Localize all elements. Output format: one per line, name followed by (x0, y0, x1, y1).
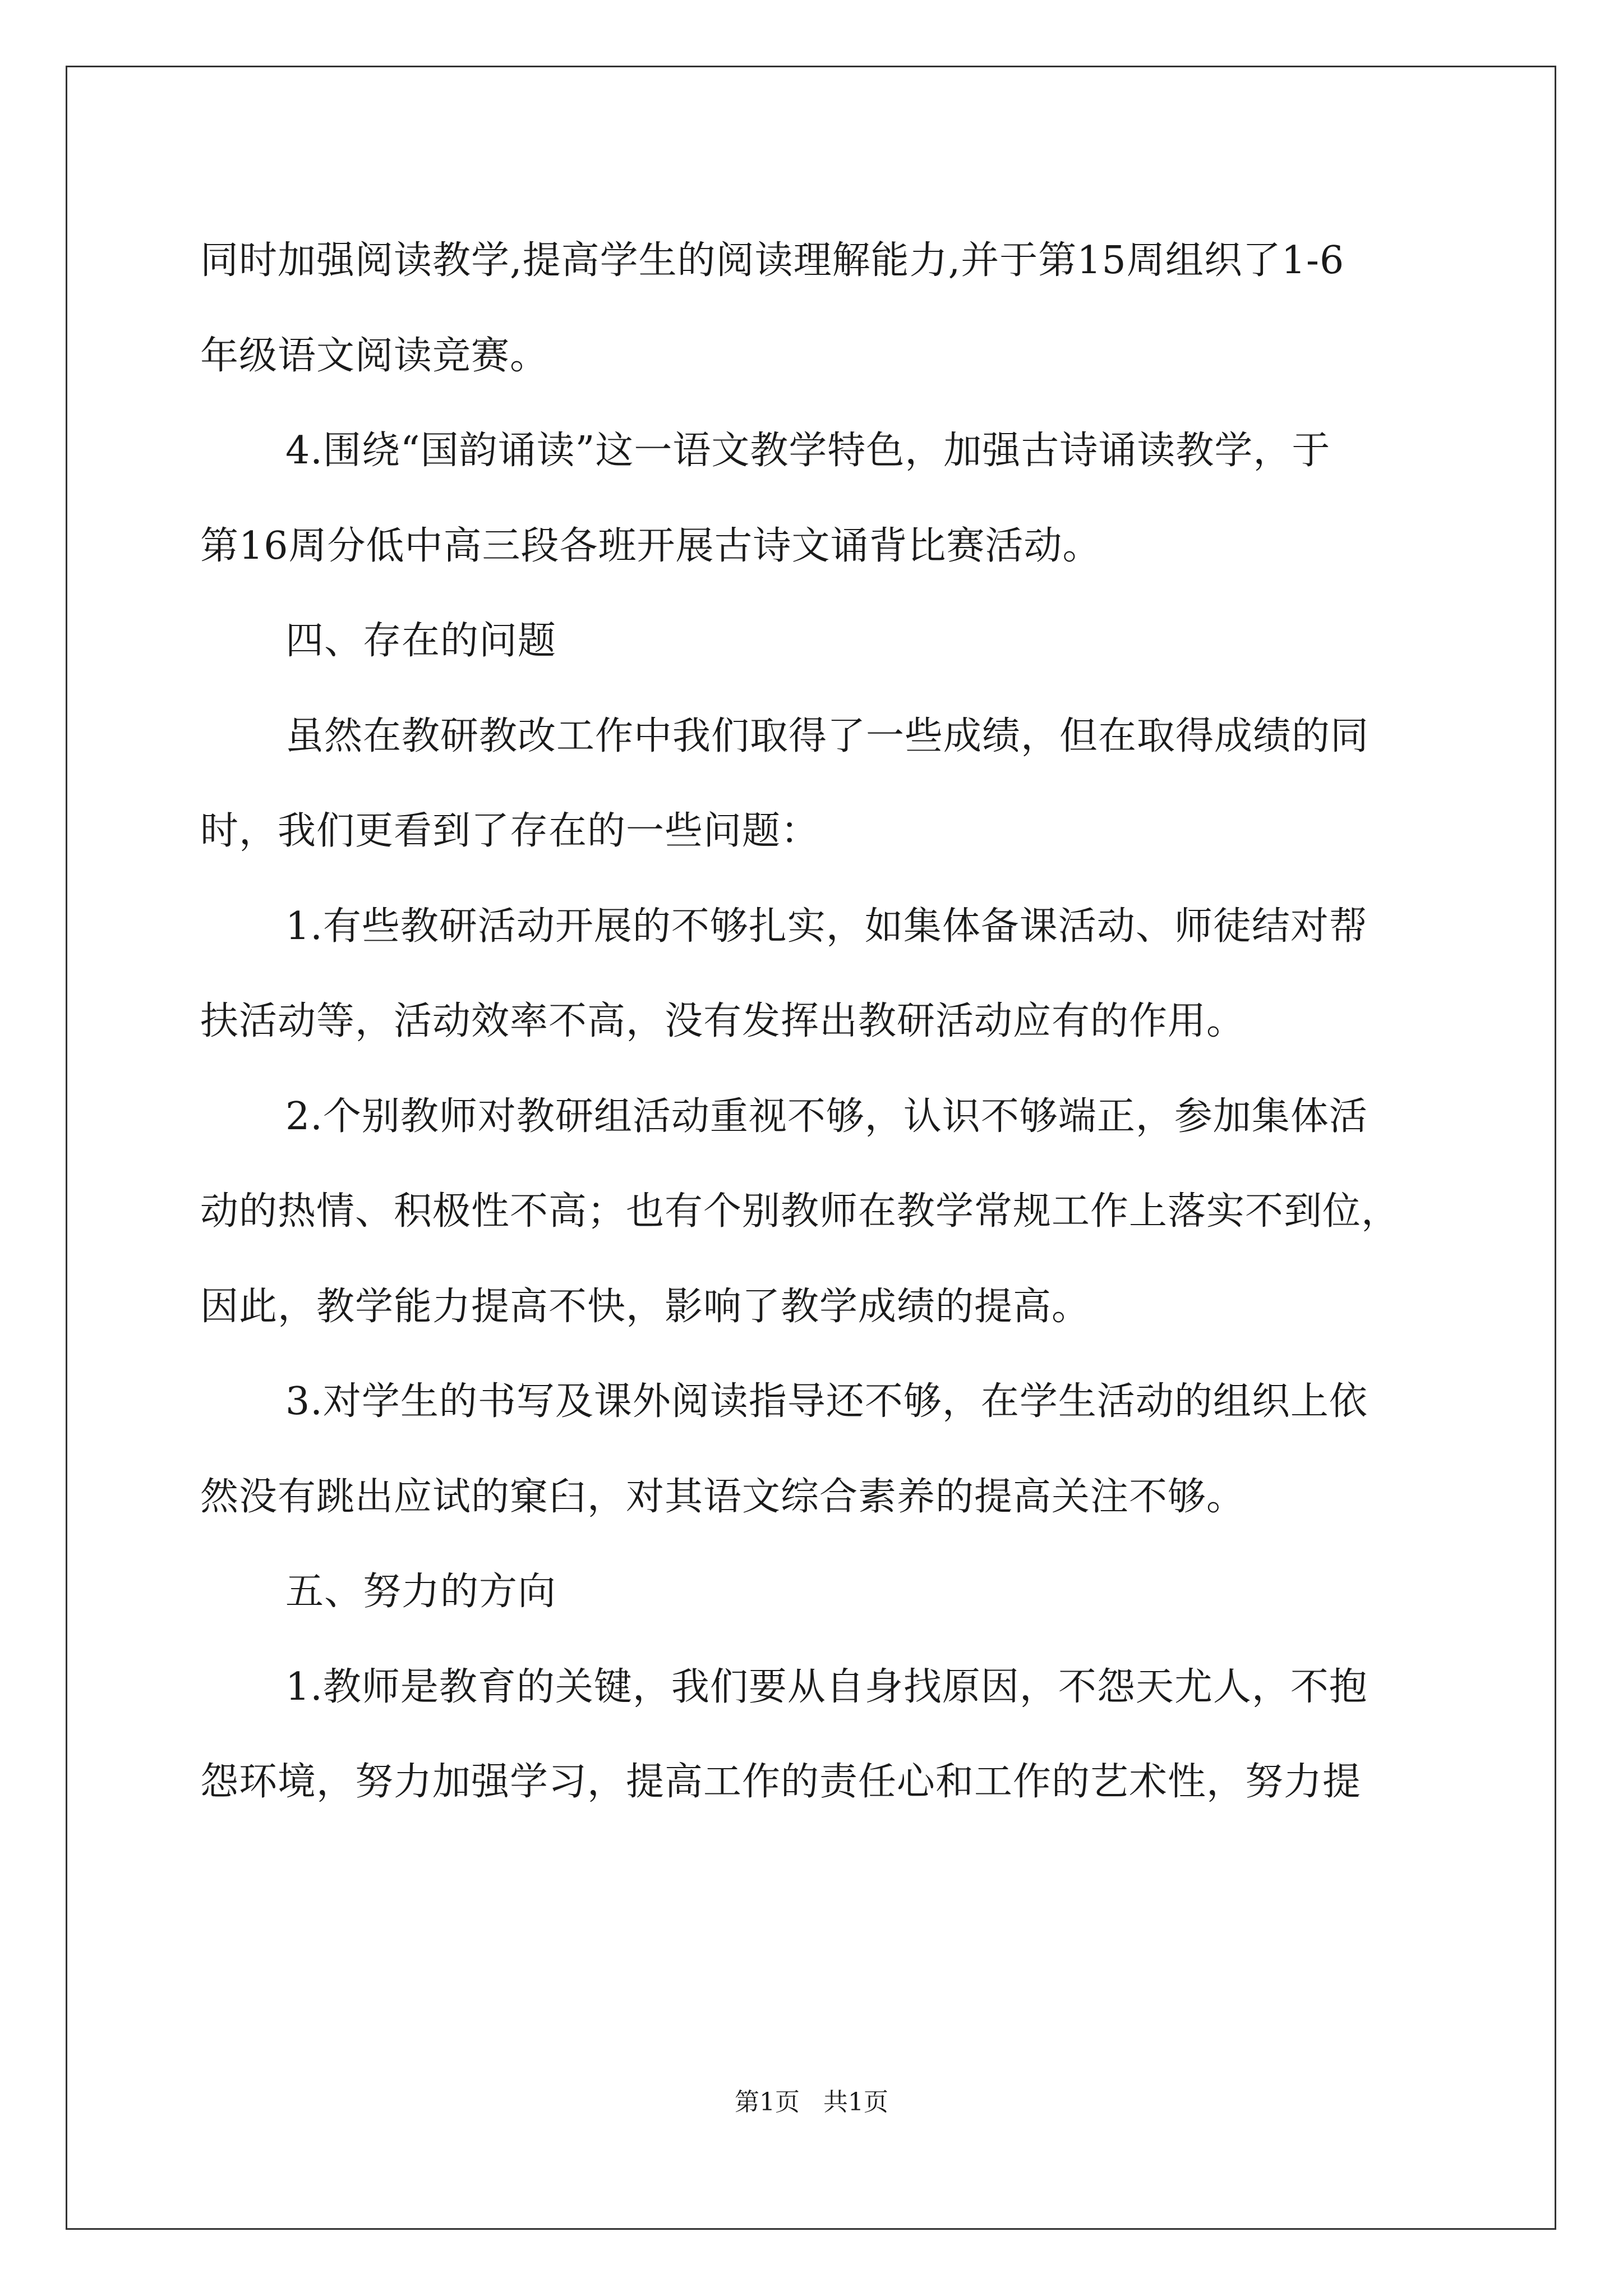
section-heading: 五、努力的方向 (285, 1570, 557, 1614)
text-line: 1.有些教研活动开展的不够扎实，如集体备课活动、师徒结对帮 (285, 904, 1368, 949)
text-line: 动的热情、积极性不高；也有个别教师在教学常规工作上落实不到位， (200, 1189, 1400, 1234)
section-heading: 四、存在的问题 (285, 619, 557, 663)
text-line: 时，我们更看到了存在的一些问题： (200, 809, 820, 853)
text-line: 年级语文阅读竞赛。 (200, 333, 549, 378)
text-line: 2.个别教师对教研组活动重视不够，认识不够端正，参加集体活 (285, 1094, 1368, 1139)
text-line: 第16周分低中高三段各班开展古诗文诵背比赛活动。 (200, 523, 1101, 568)
text-line: 1.教师是教育的关键，我们要从自身找原因，不怨天尤人，不抱 (285, 1664, 1368, 1709)
text-line: 虽然在教研教改工作中我们取得了一些成绩，但在取得成绩的同 (285, 714, 1370, 758)
text-line: 同时加强阅读教学,提高学生的阅读理解能力,并于第15周组织了1-6 (200, 238, 1345, 283)
document-body (200, 213, 1434, 1830)
text-line: 3.对学生的书写及课外阅读指导还不够，在学生活动的组织上依 (285, 1379, 1368, 1424)
text-line: 怨环境，努力加强学习，提高工作的责任心和工作的艺术性，努力提 (200, 1760, 1362, 1804)
text-line: 扶活动等，活动效率不高，没有发挥出教研活动应有的作用。 (200, 999, 1246, 1043)
text-line: 4.围绕“国韵诵读”这一语文教学特色，加强古诗诵读教学，于 (285, 429, 1331, 473)
text-line: 因此，教学能力提高不快，影响了教学成绩的提高。 (200, 1284, 1091, 1329)
text-line: 然没有跳出应试的窠臼，对其语文综合素养的提高关注不够。 (200, 1474, 1246, 1519)
page-number-footer: 第1页 共1页 (735, 2088, 888, 2116)
